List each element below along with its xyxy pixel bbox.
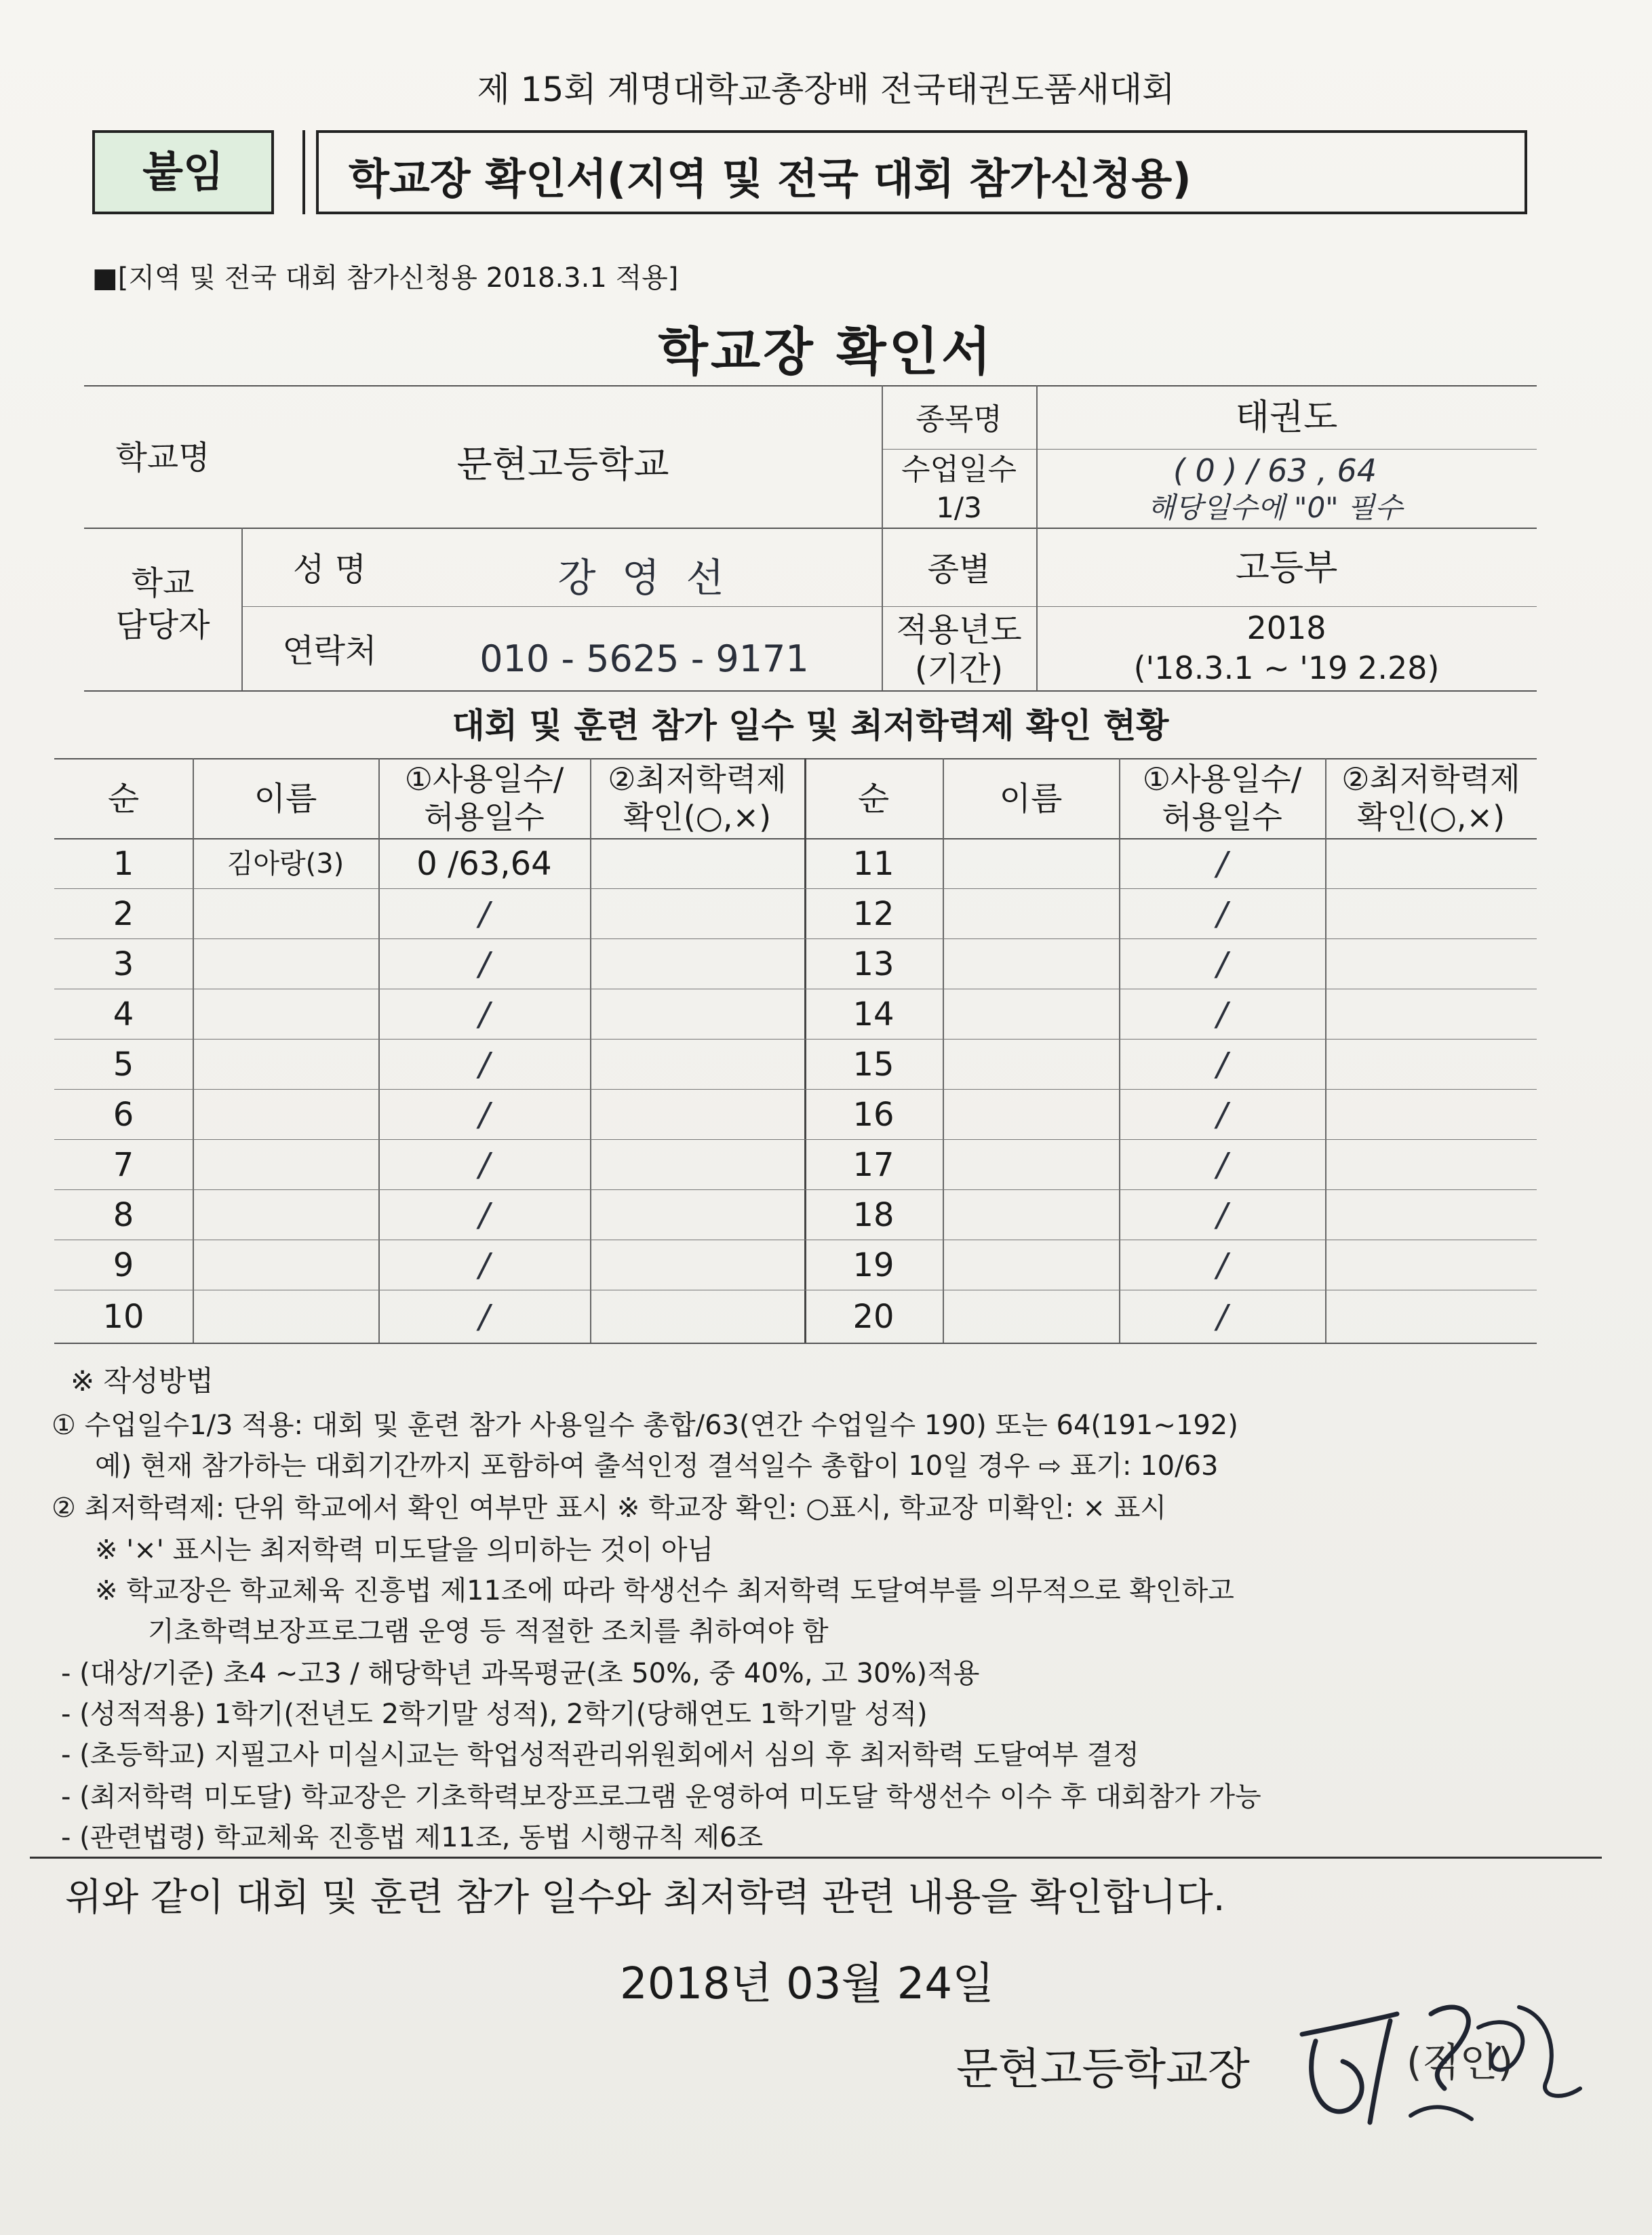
student-name xyxy=(943,1090,1119,1139)
days-used: / xyxy=(1216,945,1228,983)
row-rule xyxy=(54,938,1537,939)
instruction-line: - (대상/기준) 초4 ~고3 / 해당학년 과목평균(초 50%, 중 40%, 고 30%)적용 xyxy=(61,1658,980,1689)
days-used: / xyxy=(1216,895,1228,933)
row-number: 13 xyxy=(852,945,894,983)
row-number: 20 xyxy=(852,1298,894,1336)
classdays-note: 해당일수에 "0" 필수 xyxy=(1147,490,1403,524)
heading-box-left-rule xyxy=(302,130,309,214)
days-used: / xyxy=(1216,1196,1228,1234)
official-seal-label: (직인) xyxy=(1407,2039,1514,2085)
row-number: 9 xyxy=(113,1246,134,1284)
attachment-tag xyxy=(92,130,274,214)
row-rule xyxy=(54,1089,1537,1090)
check-mark xyxy=(590,1141,804,1189)
days-used: / xyxy=(478,1096,490,1134)
sport-value: 태권도 xyxy=(1235,397,1338,438)
days-used: / xyxy=(478,1046,490,1084)
days-used: / xyxy=(1216,1246,1228,1284)
manager-name-value: 강 영 선 xyxy=(557,554,731,601)
status-table-title: 대회 및 훈련 참가 일수 및 최저학력제 확인 현황 xyxy=(452,705,1169,745)
col-header-no: 순 xyxy=(857,780,890,818)
row-rule xyxy=(54,1039,1537,1040)
check-mark xyxy=(590,1291,804,1343)
student-name xyxy=(943,1040,1119,1089)
check-mark xyxy=(1325,839,1537,888)
footer-rule xyxy=(30,1857,1602,1859)
days-used: / xyxy=(478,1196,490,1234)
status-table-bottom-rule xyxy=(54,1343,1537,1344)
instructions-heading: ※ 작성방법 xyxy=(71,1364,214,1398)
school-label: 학교명 xyxy=(115,439,210,477)
info-rule xyxy=(84,528,1537,529)
form-heading: 학교장 확인서(지역 및 전국 대회 참가신청용) xyxy=(349,154,1192,203)
col-header-check: ②최저학력제 xyxy=(608,761,787,798)
row-rule xyxy=(54,888,1537,889)
row-rule xyxy=(54,1139,1537,1140)
check-mark xyxy=(590,1040,804,1089)
student-name xyxy=(193,1090,378,1139)
col-header-check-mark: 확인(○,×) xyxy=(1356,799,1506,836)
row-number: 7 xyxy=(113,1146,134,1184)
row-number: 11 xyxy=(852,845,894,883)
instruction-line: - (성적적용) 1학기(전년도 2학기말 성적), 2학기(당해연도 1학기말 성적) xyxy=(61,1699,928,1730)
check-mark xyxy=(1325,940,1537,989)
days-used: / xyxy=(478,945,490,983)
contact-label: 연락처 xyxy=(282,632,377,670)
row-number: 18 xyxy=(852,1196,894,1234)
student-name xyxy=(943,1241,1119,1290)
days-used: / xyxy=(478,1246,490,1284)
student-name xyxy=(193,1040,378,1089)
row-number: 8 xyxy=(113,1196,134,1234)
row-number: 14 xyxy=(852,995,894,1033)
student-name xyxy=(193,990,378,1039)
form-heading-box xyxy=(316,130,1527,214)
check-mark xyxy=(1325,1241,1537,1290)
check-mark xyxy=(1325,1191,1537,1240)
col-header-name: 이름 xyxy=(254,780,317,818)
check-mark xyxy=(1325,1291,1537,1343)
row-number: 12 xyxy=(852,895,894,933)
check-mark xyxy=(590,1090,804,1139)
instruction-line: - (초등학교) 지필고사 미실시교는 학업성적관리위원회에서 심의 후 최저학력 도달여부 결정 xyxy=(61,1739,1139,1771)
student-name xyxy=(193,1291,378,1343)
event-title: 제 15회 계명대학교총장배 전국태권도품새대회 xyxy=(477,70,1175,109)
check-mark xyxy=(1325,990,1537,1039)
check-mark xyxy=(1325,1040,1537,1089)
col-header-check-mark: 확인(○,×) xyxy=(623,799,772,836)
student-name xyxy=(193,1141,378,1189)
col-header-days-allowed: 허용일수 xyxy=(1162,799,1282,836)
principal-title: 문현고등학교장 xyxy=(956,2044,1250,2095)
row-rule xyxy=(54,1189,1537,1190)
days-used: / xyxy=(478,895,490,933)
form-note: ■[지역 및 전국 대회 참가신청용 2018.3.1 적용] xyxy=(92,262,679,294)
instruction-line: ② 최저학력제: 단위 학교에서 확인 여부만 표시 ※ 학교장 확인: ○표시, 학교장 미확인: × 표시 xyxy=(52,1492,1167,1524)
row-number: 4 xyxy=(113,995,134,1033)
check-mark xyxy=(590,890,804,938)
days-used: / xyxy=(1216,845,1228,883)
student-name xyxy=(943,990,1119,1039)
instruction-line: ※ '×' 표시는 최저학력 미도달을 의미하는 것이 아님 xyxy=(95,1535,714,1566)
days-used: 0 /63,64 xyxy=(416,845,552,883)
student-name xyxy=(943,940,1119,989)
student-name: 김아랑(3) xyxy=(227,848,345,879)
check-mark xyxy=(590,1241,804,1290)
col-header-days: ①사용일수/ xyxy=(1142,761,1302,798)
info-rule xyxy=(241,606,1537,607)
contact-value: 010 - 5625 - 9171 xyxy=(479,637,809,681)
row-number: 2 xyxy=(113,895,134,933)
check-mark xyxy=(590,1191,804,1240)
instruction-line: ※ 학교장은 학교체육 진흥법 제11조에 따라 학생선수 최저학력 도달여부를 의무적으로 확인하고 xyxy=(95,1575,1234,1606)
check-mark xyxy=(1325,1090,1537,1139)
info-bottom-rule xyxy=(84,690,1537,692)
student-name xyxy=(193,1191,378,1240)
row-number: 6 xyxy=(113,1096,134,1134)
manager-label: 학교 xyxy=(131,564,195,602)
sport-label: 종목명 xyxy=(916,401,1002,437)
year-label: 적용년도 xyxy=(896,611,1022,649)
student-name xyxy=(943,1191,1119,1240)
year-value: 2018 xyxy=(1246,610,1326,647)
instruction-line: - (관련법령) 학교체육 진흥법 제11조, 동법 시행규칙 제6조 xyxy=(61,1822,764,1853)
col-header-no: 순 xyxy=(107,780,140,818)
info-rule xyxy=(882,449,1537,450)
days-used: / xyxy=(1216,1146,1228,1184)
classdays-label: 수업일수 xyxy=(901,452,1017,487)
school-value: 문현고등학교 xyxy=(456,443,669,486)
check-mark xyxy=(1325,1141,1537,1189)
days-used: / xyxy=(1216,995,1228,1033)
name-label: 성 명 xyxy=(293,551,366,589)
classdays-label-fraction: 1/3 xyxy=(936,490,982,524)
days-used: / xyxy=(1216,1046,1228,1084)
period-value: ('18.3.1 ~ '19 2.28) xyxy=(1133,650,1440,687)
student-name xyxy=(943,839,1119,888)
info-top-rule xyxy=(84,385,1537,387)
principal-signature xyxy=(1275,1987,1614,2143)
classdays-value: ( 0 ) / 63 , 64 xyxy=(1173,452,1377,490)
row-number: 3 xyxy=(113,945,134,983)
year-label-period: (기간) xyxy=(914,650,1004,688)
instruction-line: 기초학력보장프로그램 운영 등 적절한 조치를 취하여야 함 xyxy=(148,1616,829,1647)
col-header-check: ②최저학력제 xyxy=(1341,761,1520,798)
student-name xyxy=(193,1241,378,1290)
confirmation-statement: 위와 같이 대회 및 훈련 참가 일수와 최저학력 관련 내용을 확인합니다. xyxy=(65,1876,1225,1920)
row-number: 10 xyxy=(102,1298,144,1336)
col-header-name: 이름 xyxy=(999,780,1063,818)
attachment-tag-label: 붙임 xyxy=(142,147,224,197)
student-name xyxy=(943,890,1119,938)
days-used: / xyxy=(1216,1298,1228,1336)
row-number: 5 xyxy=(113,1046,134,1084)
student-name xyxy=(193,940,378,989)
check-mark xyxy=(590,839,804,888)
row-number: 19 xyxy=(852,1246,894,1284)
days-used: / xyxy=(478,995,490,1033)
check-mark xyxy=(590,990,804,1039)
row-number: 15 xyxy=(852,1046,894,1084)
signing-date: 2018년 03월 24일 xyxy=(620,1959,994,2009)
col-header-days-allowed: 허용일수 xyxy=(424,799,545,836)
row-number: 17 xyxy=(852,1146,894,1184)
row-number: 16 xyxy=(852,1096,894,1134)
student-name xyxy=(193,890,378,938)
row-number: 1 xyxy=(113,845,134,883)
days-used: / xyxy=(1216,1096,1228,1134)
col-header-days: ①사용일수/ xyxy=(404,761,564,798)
student-name xyxy=(943,1291,1119,1343)
days-used: / xyxy=(478,1146,490,1184)
check-mark xyxy=(1325,890,1537,938)
category-label: 종별 xyxy=(927,551,991,589)
student-name xyxy=(943,1141,1119,1189)
instruction-line: ① 수업일수1/3 적용: 대회 및 훈련 참가 사용일수 총합/63(연간 수업일수 190) 또는 64(191~192) xyxy=(52,1410,1238,1441)
manager-label-2: 담당자 xyxy=(115,606,210,644)
days-used: / xyxy=(478,1298,490,1336)
instruction-line: - (최저학력 미도달) 학교장은 기초학력보장프로그램 운영하여 미도달 학생선수 이수 후 대회참가 가능 xyxy=(61,1781,1261,1813)
check-mark xyxy=(590,940,804,989)
category-value: 고등부 xyxy=(1235,547,1338,589)
instruction-line: 예) 현재 참가하는 대회기간까지 포함하여 출석인정 결석일수 총합이 10일 경우 ⇨ 표기: 10/63 xyxy=(95,1450,1219,1482)
form-title: 학교장 확인서 xyxy=(658,321,994,382)
